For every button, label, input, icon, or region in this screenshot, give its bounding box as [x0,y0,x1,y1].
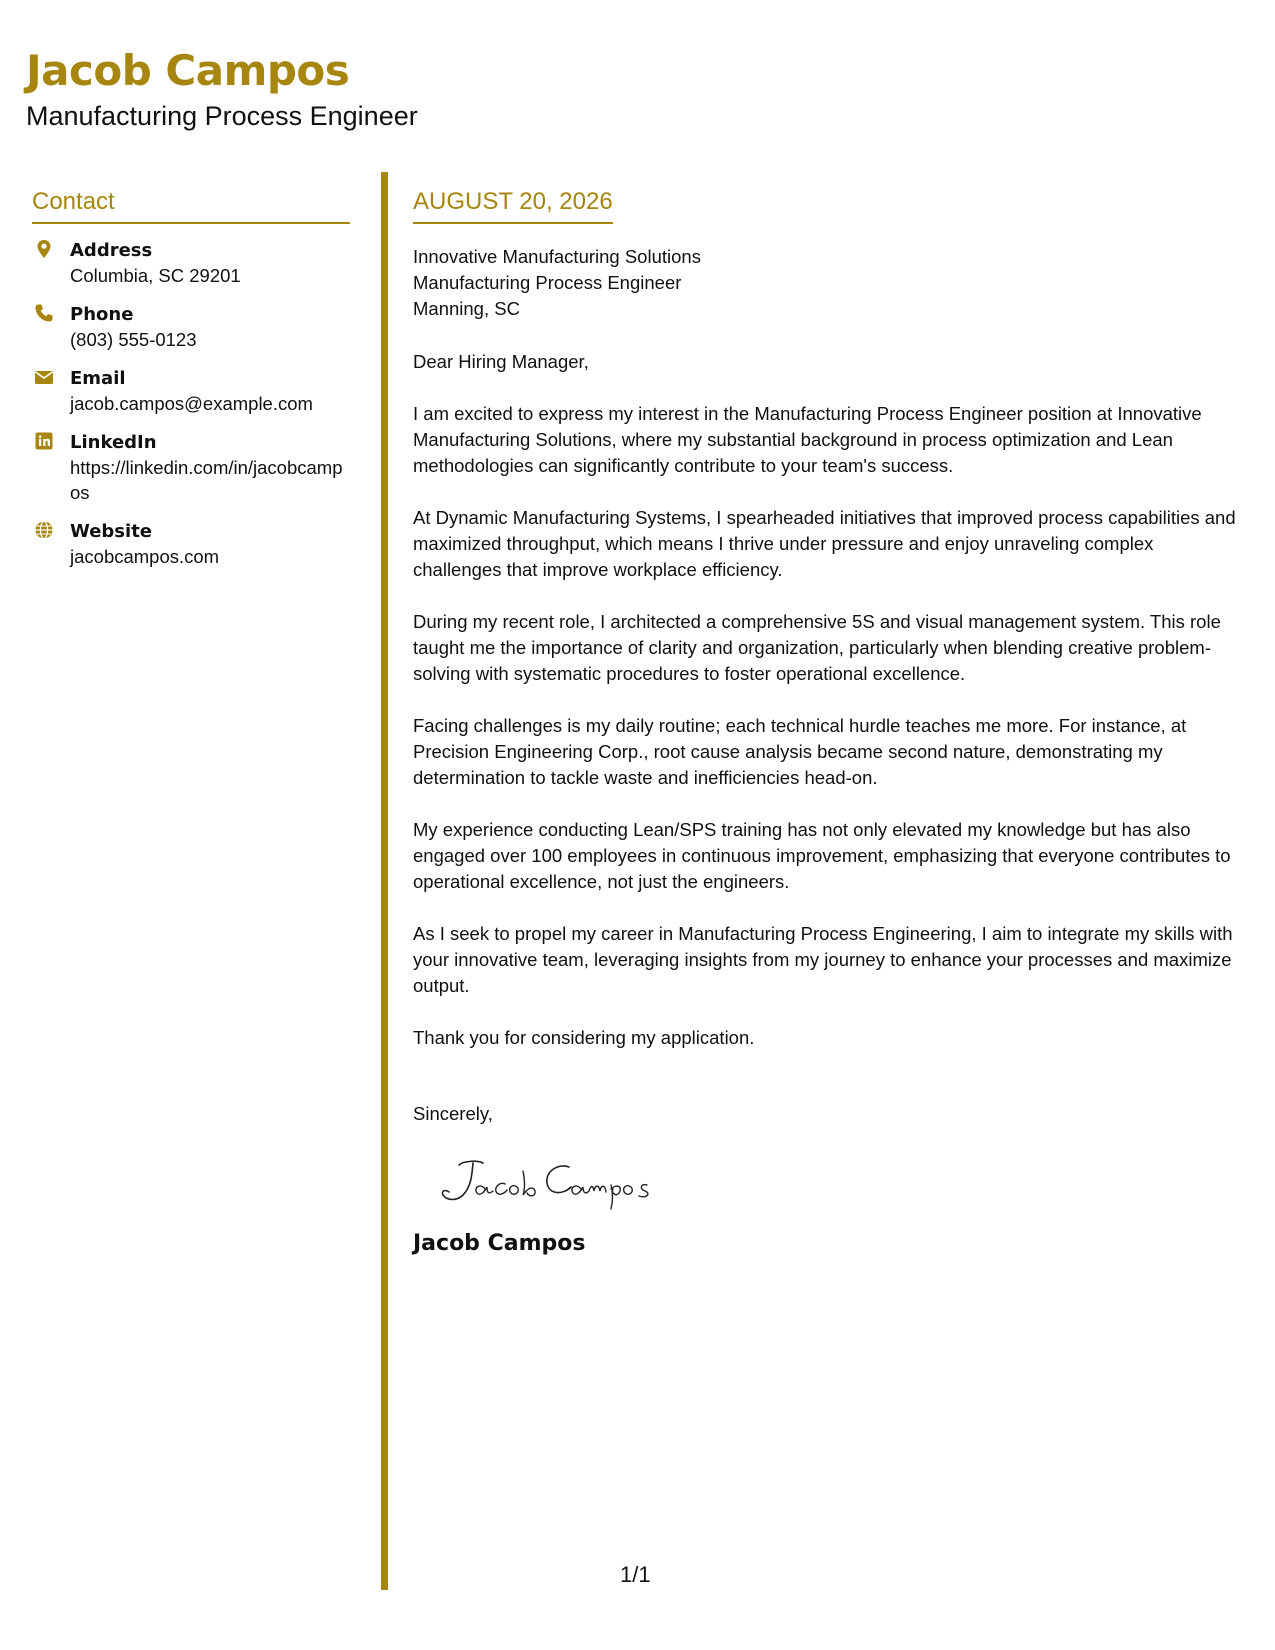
letter-date: AUGUST 20, 2026 [413,188,613,224]
linkedin-icon [34,431,54,451]
recipient-position: Manufacturing Process Engineer [413,271,682,293]
map-pin-icon [34,239,54,259]
contact-item-linkedin [32,430,350,505]
page-number: 1/1 [620,1562,651,1587]
phone-icon [34,303,54,323]
contact-item-phone [32,302,350,352]
contact-heading: Contact [32,188,350,224]
contact-item-email [32,366,350,416]
contact-label: Phone [70,303,134,325]
recipient-location: Manning, SC [413,297,520,319]
closing: Sincerely, [413,1102,493,1124]
envelope-icon [34,367,54,387]
body-paragraph: My experience conducting Lean/SPS training has not only elevated my knowledge but has also engaged over 100 employees in continuous improvement, emphasizing that everyone contributes to operational excellence, not just the engineers. [413,818,1231,892]
contact-value: (803) 555-0123 [70,328,197,350]
globe-icon [34,520,54,540]
contact-label: Email [70,367,126,389]
contact-value: https://linkedin.com/in/jacobcampos [70,456,343,503]
contact-value: jacob.campos@example.com [70,392,313,414]
salutation: Dear Hiring Manager, [413,350,589,372]
body-paragraph: During my recent role, I architected a comprehensive 5S and visual management system. This role taught me the importance of clarity and organization, particularly when blending creative problem-solving with systematic procedures to foster operational excellence. [413,610,1221,684]
handwritten-signature [433,1151,663,1211]
recipient-company: Innovative Manufacturing Solutions [413,245,701,267]
job-title: Manufacturing Process Engineer [26,101,418,131]
contact-label: Website [70,520,153,542]
body-paragraph: As I seek to propel my career in Manufacturing Process Engineering, I aim to integrate my skills with your innovative team, leveraging insights from my journey to enhance your processes and maximize output. [413,922,1233,996]
recipient-block [413,244,1245,322]
contact-value: jacobcampos.com [70,545,220,567]
contact-label: LinkedIn [70,431,157,453]
cover-letter [413,188,1245,1256]
applicant-name: Jacob Campos [26,46,350,95]
contact-item-website [32,519,350,569]
signer-name: Jacob Campos [413,1230,586,1256]
body-paragraph: Thank you for considering my application. [413,1026,755,1048]
contact-label: Address [70,239,153,261]
body-paragraph: I am excited to express my interest in the Manufacturing Process Engineer position at Innovative Manufacturing Solutions, where my substantial background in process optimization and Lean methodologies can significantly contribute to your team's success. [413,402,1202,476]
contact-sidebar [32,188,350,583]
body-paragraph: Facing challenges is my daily routine; each technical hurdle teaches me more. For instance, at Precision Engineering Corp., root cause analysis became second nature, demonstrating my determination to tackle waste and inefficiencies head-on. [413,714,1187,788]
column-divider [381,172,388,1590]
body-paragraph: At Dynamic Manufacturing Systems, I spearheaded initiatives that improved process capabilities and maximized throughput, which means I thrive under pressure and enjoy unraveling complex challenges that improve workplace efficiency. [413,506,1236,580]
contact-item-address [32,238,350,288]
contact-value: Columbia, SC 29201 [70,264,241,286]
contact-list [32,238,350,569]
